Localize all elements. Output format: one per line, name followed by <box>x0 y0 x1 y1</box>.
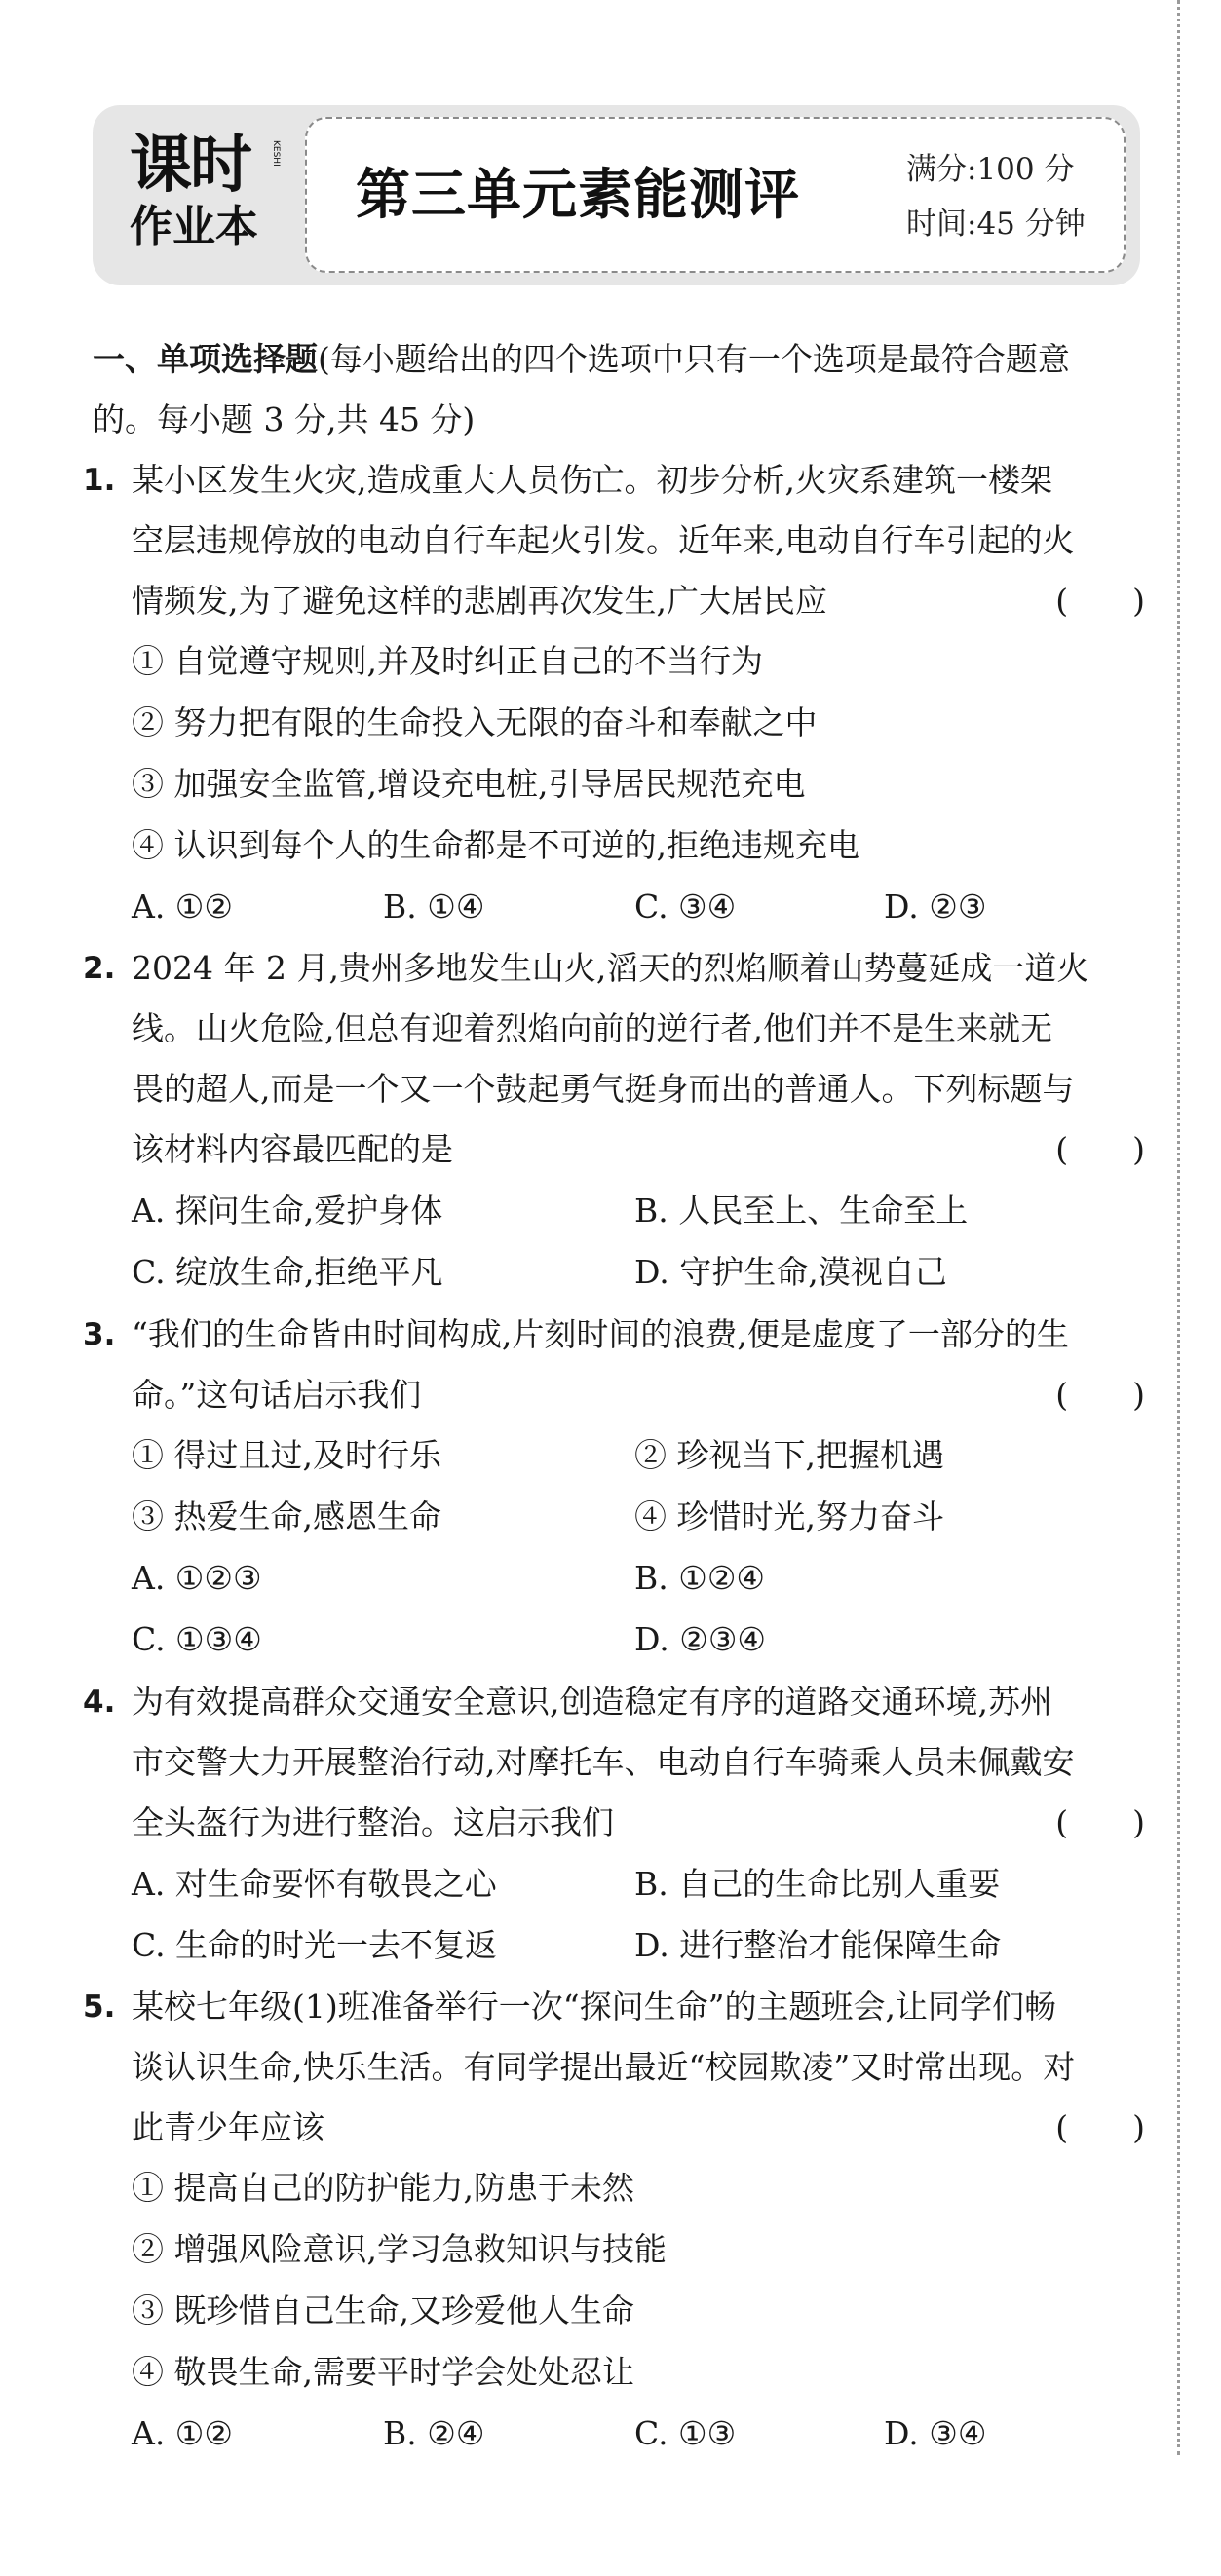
page-edge-dotted-line <box>1177 0 1180 2455</box>
option-b: B. ①④ <box>383 888 485 926</box>
answer-blank: ( ) <box>1055 1803 1145 1841</box>
option-d: D. ②③ <box>884 888 987 926</box>
option-a: A. 探问生命,爱护身体 <box>132 1192 443 1230</box>
stem-line: 市交警大力开展整治行动,对摩托车、电动自行车骑乘人员未佩戴安 <box>132 1743 1075 1781</box>
option-c: C. 生命的时光一去不复返 <box>132 1926 498 1964</box>
statement-item: ④ 珍惜时光,努力奋斗 <box>634 1497 944 1535</box>
statement-item: ④ 认识到每个人的生命都是不可逆的,拒绝违规充电 <box>132 826 859 864</box>
page-title: 第三单元素能测评 <box>356 163 800 227</box>
logo-text-top: 课时 <box>130 130 250 202</box>
answer-blank: ( ) <box>1055 1376 1145 1414</box>
section-note-1: (每小题给出的四个选项中只有一个选项是最符合题意 <box>318 340 1070 378</box>
option-a: A. ①②③ <box>132 1559 262 1597</box>
question-stem <box>132 1977 1145 2158</box>
question-1 <box>83 450 1145 937</box>
answer-blank: ( ) <box>1055 582 1145 620</box>
statement-item: ② 努力把有限的生命投入无限的奋斗和奉献之中 <box>132 703 818 741</box>
question-stem <box>132 450 1145 631</box>
stem-line: 线。山火危险,但总有迎着烈焰向前的逆行者,他们并不是生来就无 <box>132 1009 1052 1047</box>
statement-item: ① 自觉遵守规则,并及时纠正自己的不当行为 <box>132 642 763 680</box>
statement-item: ① 得过且过,及时行乐 <box>132 1436 441 1474</box>
section-heading <box>93 329 1150 450</box>
option-b: B. 人民至上、生命至上 <box>634 1192 969 1230</box>
option-a: A. ①② <box>132 2414 233 2452</box>
title-box <box>305 117 1126 273</box>
option-c: C. ①③④ <box>132 1620 262 1658</box>
statement-item: ② 增强风险意识,学习急救知识与技能 <box>132 2230 667 2268</box>
stem-line: 畏的超人,而是一个又一个鼓起勇气挺身而出的普通人。下列标题与 <box>132 1070 1075 1108</box>
statement-item: ③ 既珍惜自己生命,又珍爱他人生命 <box>132 2292 634 2330</box>
question-5 <box>83 1977 1145 2464</box>
option-a: A. ①② <box>132 888 233 926</box>
full-score: 满分:100 分 <box>906 152 1075 187</box>
option-c: C. ③④ <box>634 888 737 926</box>
question-stem <box>132 1305 1145 1425</box>
option-d: D. 进行整治才能保障生命 <box>634 1926 1002 1964</box>
question-stem <box>132 1672 1145 1853</box>
answer-blank: ( ) <box>1055 1130 1145 1168</box>
stem-line: 某校七年级(1)班准备举行一次“探问生命”的主题班会,让同学们畅 <box>132 1988 1056 2026</box>
stem-line: 全头盔行为进行整治。这启示我们 <box>132 1803 614 1841</box>
option-c: C. 绽放生命,拒绝平凡 <box>132 1253 443 1291</box>
exam-meta <box>906 142 1086 251</box>
answer-blank: ( ) <box>1055 2108 1145 2146</box>
question-number: 3. <box>83 1317 116 1352</box>
option-d: D. 守护生命,漠视自己 <box>634 1253 947 1291</box>
stem-line: “我们的生命皆由时间构成,片刻时间的浪费,便是虚度了一部分的生 <box>132 1315 1069 1353</box>
option-b: B. 自己的生命比别人重要 <box>634 1865 1001 1903</box>
logo-text-bottom: 作业本 <box>130 202 258 251</box>
unit-header <box>93 105 1140 285</box>
statement-item: ④ 敬畏生命,需要平时学会处处忍让 <box>132 2353 634 2391</box>
question-number: 1. <box>83 463 116 498</box>
question-number: 2. <box>83 951 116 986</box>
option-b: B. ①②④ <box>634 1559 765 1597</box>
option-c: C. ①③ <box>634 2414 737 2452</box>
stem-line: 为有效提高群众交通安全意识,创造稳定有序的道路交通环境,苏州 <box>132 1683 1052 1721</box>
stem-line: 情频发,为了避免这样的悲剧再次发生,广大居民应 <box>132 582 827 620</box>
statement-item: ③ 热爱生命,感恩生命 <box>132 1497 441 1535</box>
question-number: 5. <box>83 1989 116 2025</box>
stem-line: 空层违规停放的电动自行车起火引发。近年来,电动自行车引起的火 <box>132 521 1075 559</box>
statement-item: ③ 加强安全监管,增设充电桩,引导居民规范充电 <box>132 765 806 803</box>
question-number: 4. <box>83 1685 116 1720</box>
statement-item: ① 提高自己的防护能力,防患于未然 <box>132 2169 634 2207</box>
question-3 <box>83 1305 1145 1675</box>
question-stem <box>132 938 1145 1180</box>
stem-line: 命。”这句话启示我们 <box>132 1376 422 1414</box>
stem-line: 谈认识生命,快乐生活。有同学提出最近“校园欺凌”又时常出现。对 <box>132 2048 1076 2086</box>
option-b: B. ②④ <box>383 2414 485 2452</box>
statement-item: ② 珍视当下,把握机遇 <box>634 1436 944 1474</box>
logo-pinyin: KESHI <box>271 140 281 167</box>
option-a: A. 对生命要怀有敬畏之心 <box>132 1865 497 1903</box>
stem-line: 该材料内容最匹配的是 <box>132 1130 453 1168</box>
question-2 <box>83 938 1145 1308</box>
stem-line: 此青少年应该 <box>132 2108 324 2146</box>
option-d: D. ③④ <box>884 2414 987 2452</box>
time-limit: 时间:45 分钟 <box>906 207 1086 242</box>
stem-line: 某小区发生火灾,造成重大人员伤亡。初步分析,火灾系建筑一楼架 <box>132 461 1052 499</box>
section-title: 一、单项选择题 <box>93 340 318 378</box>
stem-line: 2024 年 2 月,贵州多地发生山火,滔天的烈焰顺着山势蔓延成一道火 <box>132 949 1089 987</box>
section-note-2: 的。每小题 3 分,共 45 分) <box>93 400 476 438</box>
option-d: D. ②③④ <box>634 1620 767 1658</box>
question-4 <box>83 1672 1145 1984</box>
